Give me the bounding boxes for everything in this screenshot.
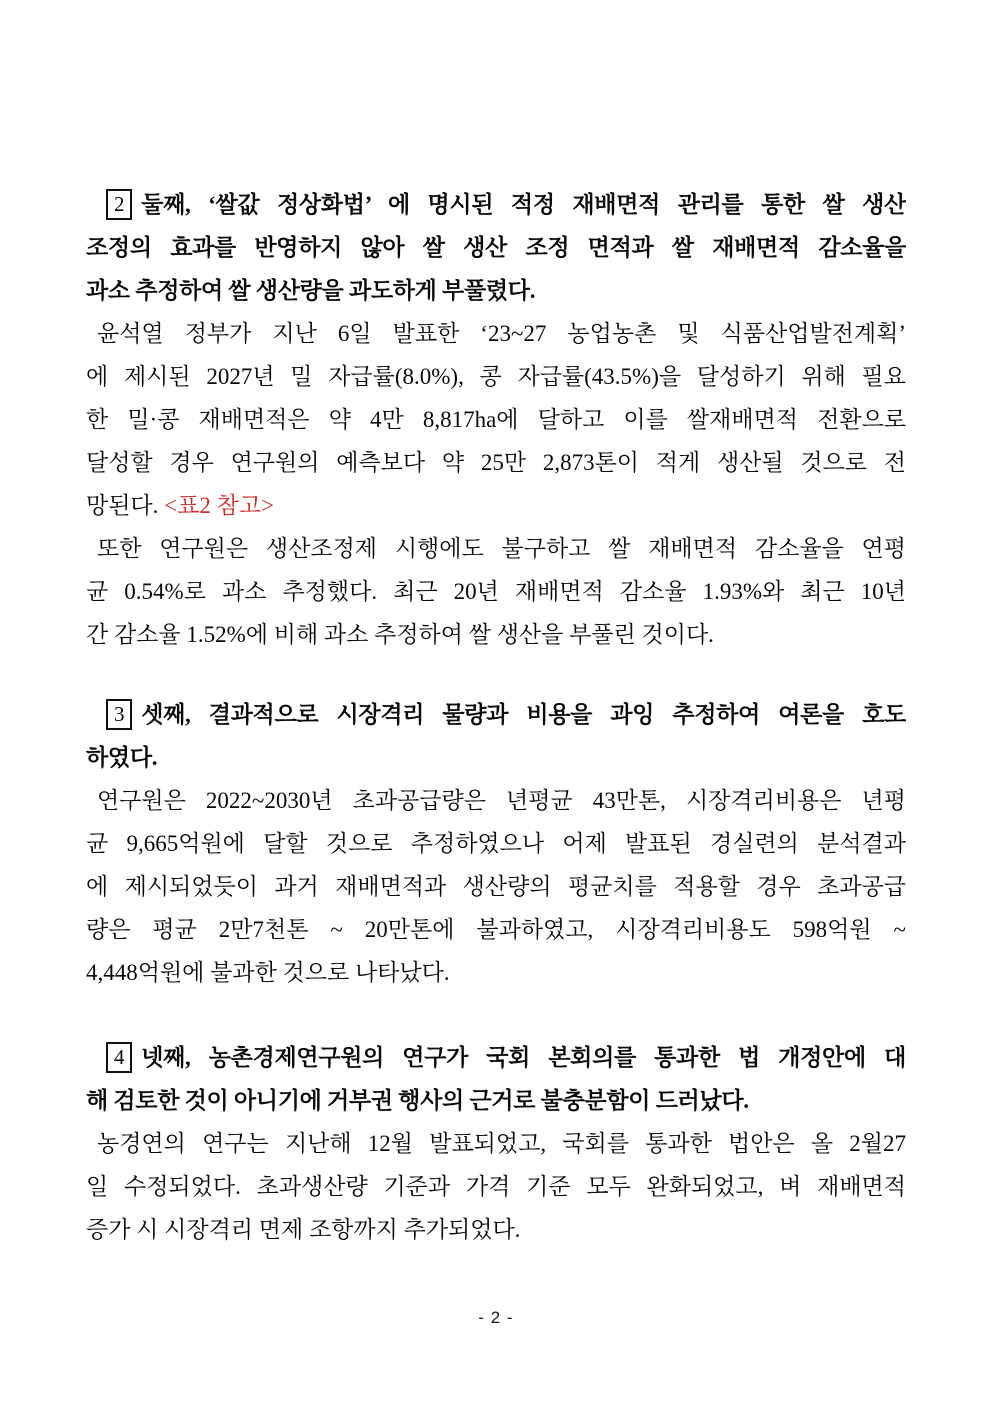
text-segment: 둘째, ‘쌀값 정상화법’ 에 명시된 적정 재배면적 관리를 통한 쌀 생산 (141, 192, 906, 217)
text-segment: 농경연의 연구는 지난해 12월 발표되었고, 국회를 통과한 법안은 올 2월27 (97, 1131, 906, 1156)
page-number: - 2 - (478, 1308, 514, 1327)
text-line (86, 398, 906, 441)
text-line (86, 1165, 906, 1208)
text-segment: 하였다. (86, 745, 158, 770)
text-segment: 한 밀·콩 재배면적은 약 4만 8,817ha에 달하고 이를 쌀재배면적 전환으로 (86, 407, 906, 432)
heading-line (86, 736, 906, 779)
text-line (86, 779, 906, 822)
document-body (86, 183, 906, 1251)
text-segment: 달성할 경우 연구원의 예측보다 약 25만 2,873톤이 적게 생산될 것으로 전 (86, 450, 906, 475)
table-reference: <표2 참고> (164, 493, 275, 518)
text-line (86, 355, 906, 398)
text-line (86, 1122, 906, 1165)
text-segment: 량은 평균 2만7천톤 ~ 20만톤에 불과하였고, 시장격리비용도 598억원 ~ (86, 917, 906, 942)
boxed-number-icon: 4 (106, 1042, 132, 1073)
heading-line (86, 693, 906, 736)
text-segment: 윤석열 정부가 지난 6일 발표한 ‘23~27 농업농촌 및 식품산업발전계획’ (97, 321, 906, 346)
text-line (86, 822, 906, 865)
text-line (86, 484, 906, 527)
text-line (86, 908, 906, 951)
text-line (86, 1208, 906, 1251)
text-segment: 일 수정되었다. 초과생산량 기준과 가격 기준 모두 완화되었고, 벼 재배면적 (86, 1174, 906, 1199)
text-segment: 망된다. (86, 493, 165, 518)
text-segment: 증가 시 시장격리 면제 조항까지 추가되었다. (86, 1217, 521, 1242)
section-2 (86, 183, 906, 656)
text-segment: 균 9,665억원에 달할 것으로 추정하였으나 어제 발표된 경실련의 분석결과 (86, 831, 906, 856)
text-line (86, 865, 906, 908)
heading-line (86, 226, 906, 269)
text-line (86, 441, 906, 484)
text-segment: 조정의 효과를 반영하지 않아 쌀 생산 조정 면적과 쌀 재배면적 감소율을 (86, 235, 906, 260)
text-segment: 또한 연구원은 생산조정제 시행에도 불구하고 쌀 재배면적 감소율을 연평 (97, 536, 906, 561)
heading-line (86, 269, 906, 312)
boxed-number-icon: 2 (106, 189, 132, 220)
text-line (86, 570, 906, 613)
section-4 (86, 1036, 906, 1251)
text-segment: 넷째, 농촌경제연구원의 연구가 국회 본회의를 통과한 법 개정안에 대 (141, 1045, 906, 1070)
heading-line (86, 1079, 906, 1122)
text-line (86, 613, 906, 656)
text-line (86, 527, 906, 570)
text-line (86, 951, 906, 994)
text-segment: 에 제시되었듯이 과거 재배면적과 생산량의 평균치를 적용할 경우 초과공급 (86, 874, 906, 899)
boxed-number-icon: 3 (106, 699, 132, 730)
text-segment: 에 제시된 2027년 밀 자급률(8.0%), 콩 자급률(43.5%)을 달성하기 위해 필요 (86, 364, 906, 389)
text-line (86, 312, 906, 355)
text-segment: 4,448억원에 불과한 것으로 나타났다. (86, 960, 450, 985)
text-segment: 간 감소율 1.52%에 비해 과소 추정하여 쌀 생산을 부풀린 것이다. (86, 622, 714, 647)
text-segment: 셋째, 결과적으로 시장격리 물량과 비용을 과잉 추정하여 여론을 호도 (141, 702, 906, 727)
heading-line (86, 183, 906, 226)
text-segment: 해 검토한 것이 아니기에 거부권 행사의 근거로 불충분함이 드러났다. (86, 1088, 749, 1113)
text-segment: 연구원은 2022~2030년 초과공급량은 년평균 43만톤, 시장격리비용은 년평 (97, 788, 906, 813)
text-segment: 균 0.54%로 과소 추정했다. 최근 20년 재배면적 감소율 1.93%와 최근 10년 (86, 579, 906, 604)
section-3 (86, 693, 906, 994)
heading-line (86, 1036, 906, 1079)
text-segment: 과소 추정하여 쌀 생산량을 과도하게 부풀렸다. (86, 278, 536, 303)
